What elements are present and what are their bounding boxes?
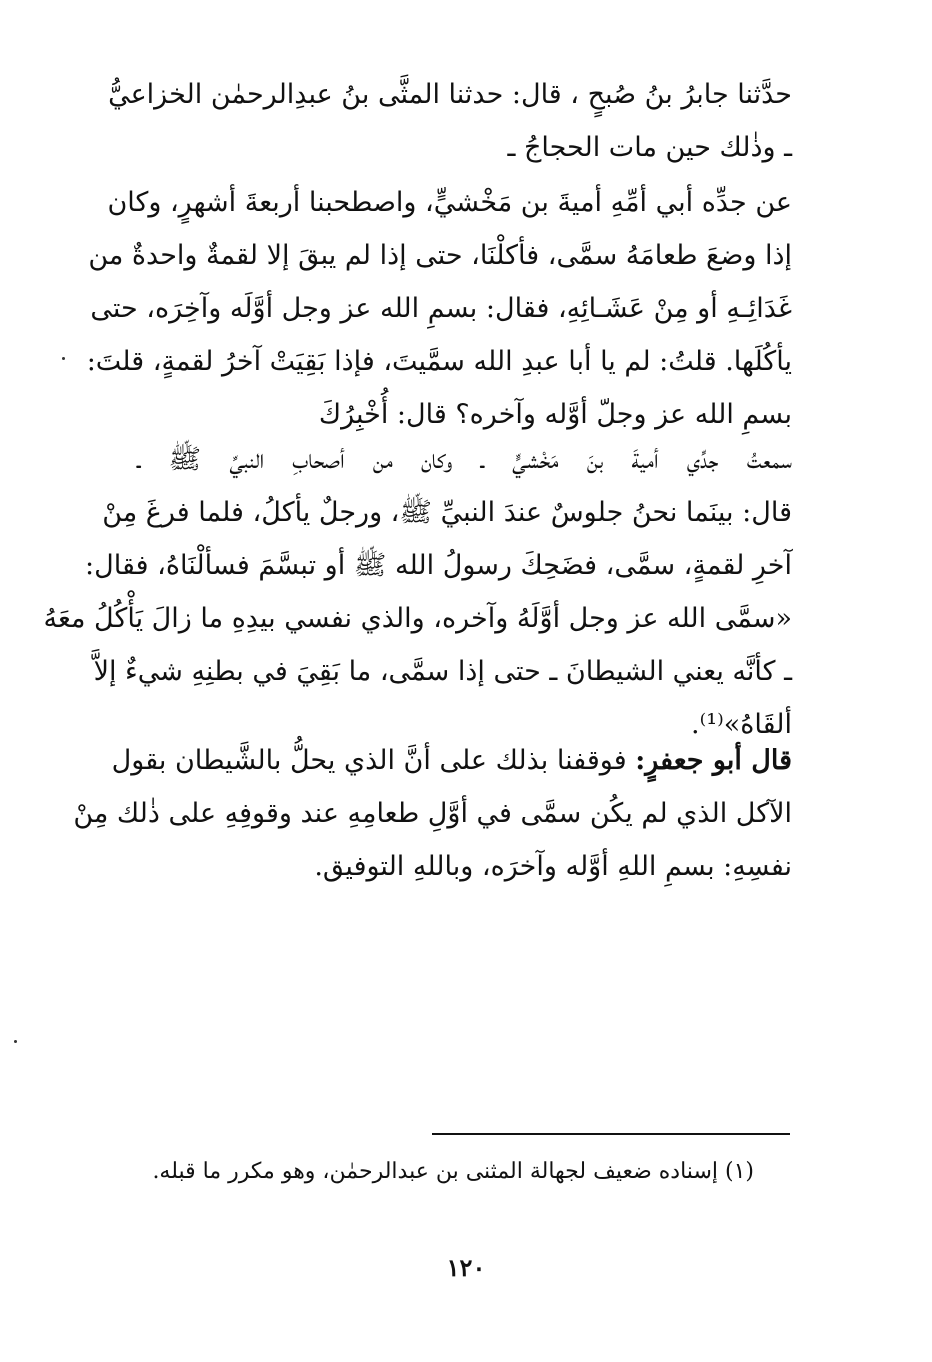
text-line: «سمَّى الله عز وجل أوَّلَهُ وآخره، والذي نفسي بيدِهِ ما زالَ يَأْكُلُ معَهُ xyxy=(43,603,792,634)
text-line: يأكُلَها. قلتُ: لم يا أبا عبدِ الله سمَّيتَ، فإذا بَقِيَتْ آخرُ لقمةٍ، قلتَ: xyxy=(86,346,792,377)
text-line: الآكل الذي لم يكُن سمَّى في أوَّلِ طعامِهِ عند وقوفِهِ على ذٰلك مِنْ xyxy=(73,798,792,829)
speaker-lead: قال أبو جعفرٍ: xyxy=(635,745,792,776)
text-line: ـ كأنَّه يعني الشيطانَ ـ حتى إذا سمَّى، ما بَقِيَ في بطنِهِ شيءٌ إلاَّ xyxy=(93,656,792,687)
footnote: (١) إسناده ضعيف لجهالة المثنى بن عبدالرحمٰن، وهو مكرر ما قبله. xyxy=(152,1159,754,1184)
text-line: آخرِ لقمةٍ، سمَّى، فضَحِكَ رسولُ الله ﷺ أو تبسَّمَ فسألْنَاهُ، فقال: xyxy=(85,550,792,581)
scan-speck xyxy=(14,1040,17,1043)
text-line: سمعتُ جدِّي أميةَ بنَ مَخْشيٍّ ـ وكان من أصحابِ النبيِّ ﷺ ـ xyxy=(137,444,792,475)
text-line: نفسِهِ: بسمِ اللهِ أوَّله وآخرَه، وباللهِ التوفيق. xyxy=(314,851,792,882)
page-number: ١٢٠ xyxy=(446,1253,486,1282)
text-line xyxy=(111,734,792,787)
footnote-divider xyxy=(432,1133,790,1135)
paragraph-3 xyxy=(43,433,792,751)
text-line: حدَّثنا جابرُ بنُ صُبحٍ ، قال: حدثنا المثَّى بنُ عبدِالرحمٰن الخزاعيُّ xyxy=(108,79,792,110)
text-line: ألقَاهُ»⁽¹⁾. xyxy=(691,709,792,740)
paragraph-1 xyxy=(108,68,792,174)
text-line: إذا وضعَ طعامَهُ سمَّى، فأكلْنَا، حتى إذا لم يبقَ إلا لقمةٌ واحدةٌ من xyxy=(88,240,792,271)
text-line: بسمِ الله عز وجلّ أوَّله وآخره؟ قال: أُخْبِرُكَ xyxy=(318,399,792,430)
paragraph-4 xyxy=(73,734,792,893)
text-line: قال: بينَما نحنُ جلوسٌ عندَ النبيِّ ﷺ، ورجلٌ يأكلُ، فلما فرغَ مِنْ xyxy=(102,497,792,528)
text-line: غَدَائِـهِ أو مِنْ عَشَـائِهِ، فقال: بسمِ الله عز وجل أوَّلَه وآخِرَه، حتى xyxy=(90,293,792,324)
text-line: عن جدِّه أبي أمِّهِ أميةَ بن مَخْشيٍّ، واصطحبنا أربعةَ أشهرٍ، وكان xyxy=(107,187,792,218)
text-line-rest: فوقفنا بذلك على أنَّ الذي يحلُّ بالشَّيطان بقول xyxy=(111,745,636,776)
paragraph-2 xyxy=(86,176,792,441)
text-line: ـ وذٰلك حين مات الحجاجُ ـ xyxy=(507,132,792,163)
scan-speck xyxy=(62,357,65,360)
